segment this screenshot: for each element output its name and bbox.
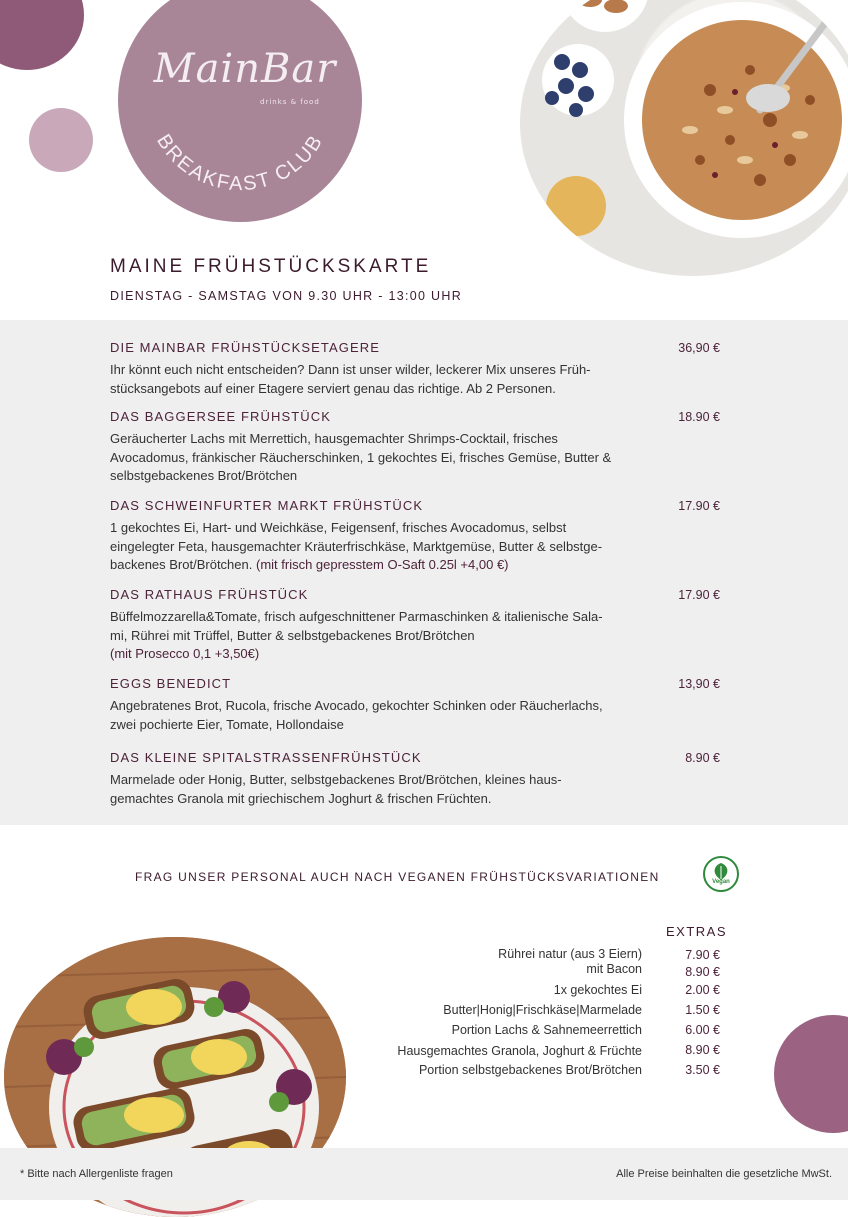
description-line: Geräucherter Lachs mit Merrettich, hausgemachter Shrimps-Cocktail, frisches — [110, 431, 558, 446]
description-line: Marmelade oder Honig, Butter, selbstgebackenes Brot/Brötchen, kleines haus- — [110, 772, 562, 787]
extras-title: EXTRAS — [666, 924, 728, 939]
extra-item-label: Butter|Honig|Frischkäse|Marmelade — [443, 1003, 642, 1017]
decorative-circle-right — [774, 1015, 848, 1133]
extra-item-price: 8.90 € — [685, 965, 720, 979]
logo-arc — [118, 0, 362, 222]
menu-item-name: DIE MAINBAR FRÜHSTÜCKSETAGERE — [110, 340, 381, 355]
description-line: stücksangebots auf einer Etagere serviert genau das richtige. Ab 2 Personen. — [110, 380, 556, 396]
extra-item-price: 8.90 € — [685, 1043, 720, 1057]
menu-item-description — [110, 608, 675, 664]
description-line: Avocadomus, fränkischer Räucherschinken, 1 gekochtes Ei, frisches Gemüse, Butter & — [110, 449, 612, 465]
vegan-badge-icon — [703, 856, 739, 892]
decorative-circle-small — [29, 108, 93, 172]
allergen-note: * Bitte nach Allergenliste fragen — [20, 1168, 173, 1180]
menu-item-name: DAS RATHAUS FRÜHSTÜCK — [110, 587, 309, 602]
extra-item-price: 1.50 € — [685, 1003, 720, 1017]
granola-illustration — [520, 0, 848, 276]
granola-photo — [520, 0, 848, 276]
description-line: selbstgebackenes Brot/Brötchen — [110, 468, 298, 483]
description-line — [110, 556, 675, 575]
extra-item-label: mit Bacon — [586, 962, 642, 976]
description-line: eingelegter Feta, hausgemachter Kräuterfrischkäse, Marktgemüse, Butter & selbstge- — [110, 538, 603, 554]
menu-item-name: EGGS BENEDICT — [110, 676, 232, 691]
extra-item-label: Hausgemachtes Granola, Joghurt & Früchte — [397, 1044, 642, 1058]
logo-script-text: MainBar — [153, 46, 337, 92]
description-line: Büffelmozzarella&Tomate, frisch aufgeschnittener Parmaschinken & italienische Sala- — [110, 609, 603, 624]
logo-arc-textpath: BREAKFAST CLUB — [152, 130, 328, 196]
description-line-text: backenes Brot/Brötchen. — [110, 557, 253, 572]
menu-item-description — [110, 771, 675, 808]
description-line: 1 gekochtes Ei, Hart- und Weichkäse, Feigensenf, frisches Avocadomus, selbst — [110, 520, 567, 535]
extra-item-label: 1x gekochtes Ei — [553, 983, 642, 997]
menu-item-name: DAS SCHWEINFURTER MARKT FRÜHSTÜCK — [110, 498, 424, 513]
vegan-badge-label: Vegan — [712, 879, 730, 885]
menu-item-price: 36,90 € — [678, 341, 720, 355]
page-title: MAINE FRÜHSTÜCKSKARTE — [110, 256, 432, 277]
description-line: mi, Rührei mit Trüffel, Butter & selbstgebackenes Brot/Brötchen — [110, 627, 475, 643]
menu-item-price: 17.90 € — [678, 588, 720, 602]
menu-item-price: 8.90 € — [685, 751, 720, 765]
description-line: zwei pochierte Eier, Tomate, Hollondaise — [110, 716, 344, 732]
extra-item-label: Rührei natur (aus 3 Eiern) — [498, 947, 642, 961]
extra-item-label: Portion selbstgebackenes Brot/Brötchen — [418, 1063, 642, 1077]
menu-item-note: (mit frisch gepresstem O-Saft 0.25l +4,00 €) — [255, 557, 509, 572]
extra-item-price: 2.00 € — [685, 983, 720, 997]
vegan-leaf-icon — [705, 858, 737, 890]
description-line: Angebratenes Brot, Rucola, frische Avocado, gekochter Schinken oder Räucherlachs, — [110, 698, 603, 713]
menu-item-name: DAS BAGGERSEE FRÜHSTÜCK — [110, 409, 332, 424]
opening-hours: DIENSTAG - SAMSTAG VON 9.30 UHR - 13:00 UHR — [110, 289, 463, 303]
menu-item-price: 13,90 € — [678, 677, 720, 691]
menu-item-price: 18.90 € — [678, 410, 720, 424]
extra-item-price: 7.90 € — [685, 948, 720, 962]
menu-item-note: (mit Prosecco 0,1 +3,50€) — [110, 646, 260, 661]
logo-arc-text — [152, 131, 328, 196]
decorative-circle-top-left — [0, 0, 84, 70]
menu-item-description — [110, 697, 675, 734]
description-line: gemachtes Granola mit griechischem Joghurt & frischen Früchten. — [110, 790, 492, 806]
menu-item-description — [110, 430, 675, 486]
menu-item-description — [110, 519, 675, 575]
logo-tagline: drinks & food — [260, 98, 320, 106]
extra-item-price: 6.00 € — [685, 1023, 720, 1037]
extra-item-price: 3.50 € — [685, 1063, 720, 1077]
description-line: Ihr könnt euch nicht entscheiden? Dann ist unser wilder, leckerer Mix unseres Früh- — [110, 362, 591, 377]
vegan-note: FRAG UNSER PERSONAL AUCH NACH VEGANEN FRÜHSTÜCKSVARIATIONEN — [135, 870, 660, 884]
vat-note: Alle Preise beinhalten die gesetzliche MwSt. — [616, 1168, 832, 1180]
extra-item-label: Portion Lachs & Sahnemeerrettich — [451, 1023, 642, 1037]
menu-item-name: DAS KLEINE SPITALSTRASSENFRÜHSTÜCK — [110, 750, 422, 765]
menu-item-price: 17.90 € — [678, 499, 720, 513]
menu-item-description — [110, 361, 675, 398]
